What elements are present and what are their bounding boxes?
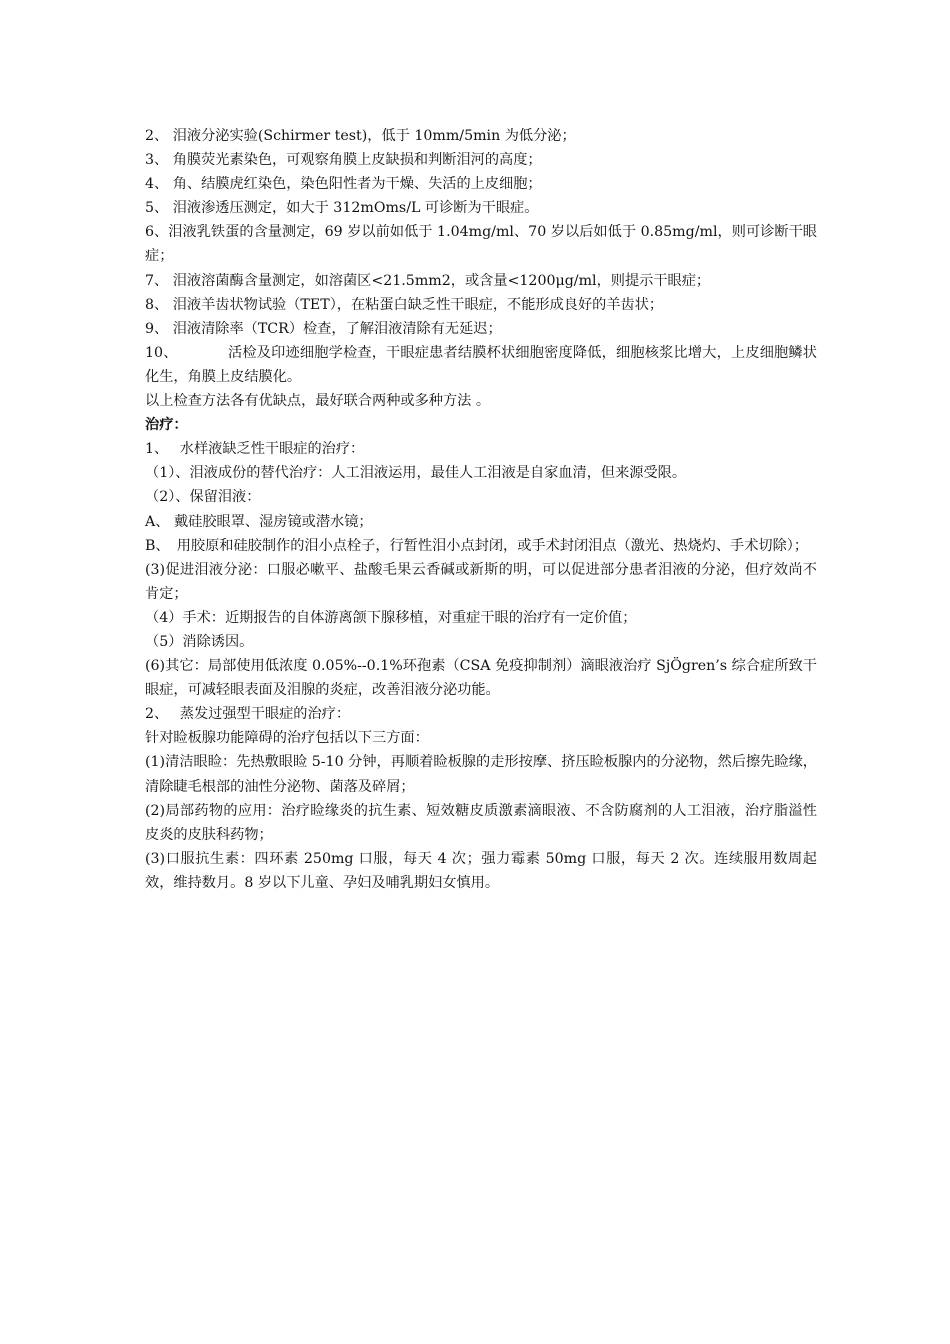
exam-item-6: 6、泪液乳铁蛋的含量测定，69 岁以前如低于 1.04mg/ml、70 岁以后如低于 0.85mg/ml，则可诊断干眼症； (145, 224, 817, 265)
treatment-section-2-intro: 针对睑板腺功能障碍的治疗包括以下三方面： (145, 730, 429, 747)
treatment-section-1-title: 1、 水样液缺乏性干眼症的治疗： (145, 441, 365, 458)
exam-item-3: 3、 角膜荧光素染色，可观察角膜上皮缺损和判断泪河的高度； (145, 152, 542, 169)
exam-item-8: 8、 泪液羊齿状物试验（TET），在粘蛋白缺乏性干眼症，不能形成良好的羊齿状； (145, 296, 664, 313)
exam-summary: 以上检查方法各有优缺点，最好联合两种或多种方法 。 (145, 393, 491, 410)
treatment-section-2-item-3: (3)口服抗生素：四环素 250mg 口服，每天 4 次；强力霉素 50mg 口服，每天 2 次。连续服用数周起效，维持数月。8 岁以下儿童、孕妇及哺乳期妇女慎用。 (145, 850, 817, 891)
exam-item-7: 7、 泪液溶菌酶含量测定，如溶菌区<21.5mm2，或含量<1200μg/ml，则提示干眼症； (145, 272, 711, 289)
document-body (145, 124, 817, 895)
treatment-item-5: （5）消除诱因。 (145, 633, 254, 650)
exam-item-4: 4、 角、结膜虎红染色，染色阳性者为干燥、失活的上皮细胞； (145, 176, 542, 193)
treatment-item-2b: B、 用胶原和硅胶制作的泪小点栓子，行暂性泪小点封闭，或手术封闭泪点（激光、热烧灼、手术切除）； (145, 537, 809, 554)
exam-item-10: 10、 活检及印迹细胞学检查，干眼症患者结膜杯状细胞密度降低，细胞核浆比增大，上皮细胞鳞状化生，角膜上皮结膜化。 (145, 344, 817, 385)
treatment-section-2-item-1: (1)清洁眼睑：先热敷眼睑 5-10 分钟，再顺着睑板腺的走形按摩、挤压睑板腺内的分泌物，然后擦先睑缘，清除睫毛根部的油性分泌物、菌落及碎屑； (145, 754, 817, 795)
exam-item-9: 9、 泪液清除率（TCR）检查，了解泪液清除有无延迟； (145, 320, 502, 337)
exam-item-2: 2、 泪液分泌实验(Schirmer test)，低于 10mm/5min 为低分泌； (145, 128, 576, 144)
treatment-item-2: （2）、保留泪液： (145, 489, 261, 506)
treatment-heading: 治疗： (145, 417, 188, 434)
treatment-section-2-title: 2、 蒸发过强型干眼症的治疗： (145, 706, 351, 723)
treatment-item-3: (3)促进泪液分泌：口服必嗽平、盐酸毛果云香碱或新斯的明，可以促进部分患者泪液的分泌，但疗效尚不肯定； (145, 561, 817, 602)
treatment-item-1: （1）、泪液成份的替代治疗：人工泪液运用，最佳人工泪液是自家血清，但来源受限。 (145, 465, 687, 482)
treatment-item-4: （4）手术：近期报告的自体游离颌下腺移植，对重症干眼的治疗有一定价值； (145, 609, 637, 626)
treatment-item-6: (6)其它：局部使用低浓度 0.05%--0.1%环孢素（CSA 免疫抑制剂）滴眼液治疗 SjÖgren’s 综合症所致干眼症，可减轻眼表面及泪腺的炎症，改善泪液分泌功能。 (145, 658, 817, 699)
treatment-section-2-item-2: (2)局部药物的应用：治疗睑缘炎的抗生素、短效糖皮质激素滴眼液、不含防腐剂的人工泪液，治疗脂溢性皮炎的皮肤科药物； (145, 802, 817, 843)
treatment-item-2a: A、 戴硅胶眼罩、湿房镜或潜水镜； (145, 513, 373, 530)
exam-item-5: 5、 泪液渗透压测定，如大于 312mOms/L 可诊断为干眼症。 (145, 200, 539, 217)
